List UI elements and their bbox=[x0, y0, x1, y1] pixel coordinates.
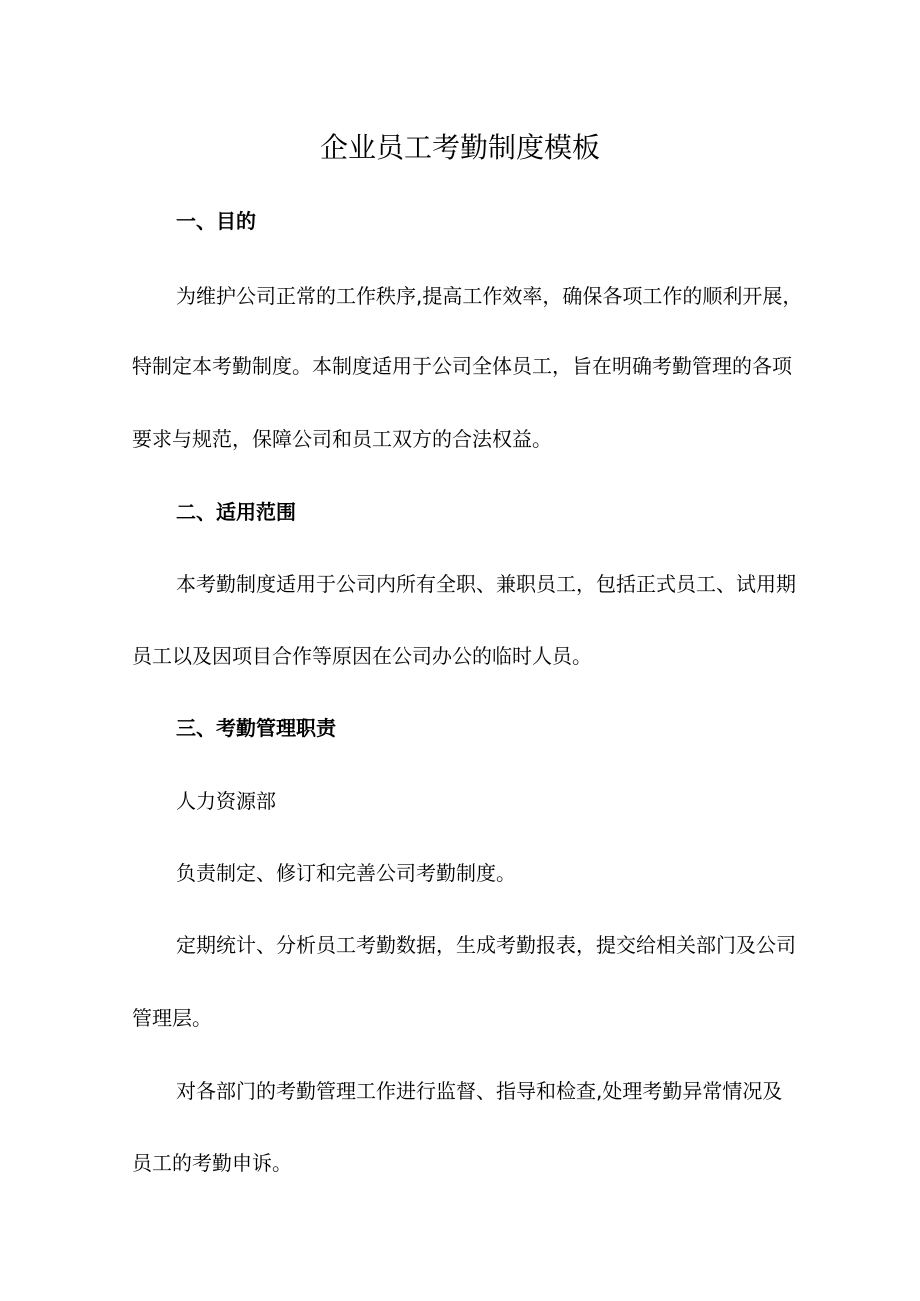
section-heading-scope: 二、适用范围 bbox=[176, 500, 296, 524]
section-heading-purpose: 一、目的 bbox=[176, 209, 256, 233]
paragraph-line: 对各部门的考勤管理工作进行监督、指导和检查,处理考勤异常情况及 bbox=[176, 1079, 783, 1103]
paragraph-line: 定期统计、分析员工考勤数据，生成考勤报表，提交给相关部门及公司 bbox=[176, 933, 796, 957]
paragraph-line: 员工的考勤申诉。 bbox=[132, 1151, 292, 1175]
section-heading-responsibilities: 三、考勤管理职责 bbox=[176, 716, 336, 740]
paragraph-line: 为维护公司正常的工作秩序,提高工作效率，确保各项工作的顺利开展， bbox=[176, 284, 803, 308]
paragraph-line: 管理层。 bbox=[132, 1006, 212, 1030]
paragraph-line: 员工以及因项目合作等原因在公司办公的临时人员。 bbox=[132, 644, 592, 668]
paragraph-line: 负责制定、修订和完善公司考勤制度。 bbox=[176, 861, 516, 885]
paragraph-line: 人力资源部 bbox=[176, 789, 276, 813]
paragraph-line: 特制定本考勤制度。本制度适用于公司全体员工，旨在明确考勤管理的各项 bbox=[132, 354, 792, 378]
paragraph-line: 要求与规范，保障公司和员工双方的合法权益。 bbox=[132, 427, 552, 451]
document-title: 企业员工考勤制度模板 bbox=[319, 131, 600, 164]
paragraph-line: 本考勤制度适用于公司内所有全职、兼职员工，包括正式员工、试用期 bbox=[176, 572, 796, 596]
